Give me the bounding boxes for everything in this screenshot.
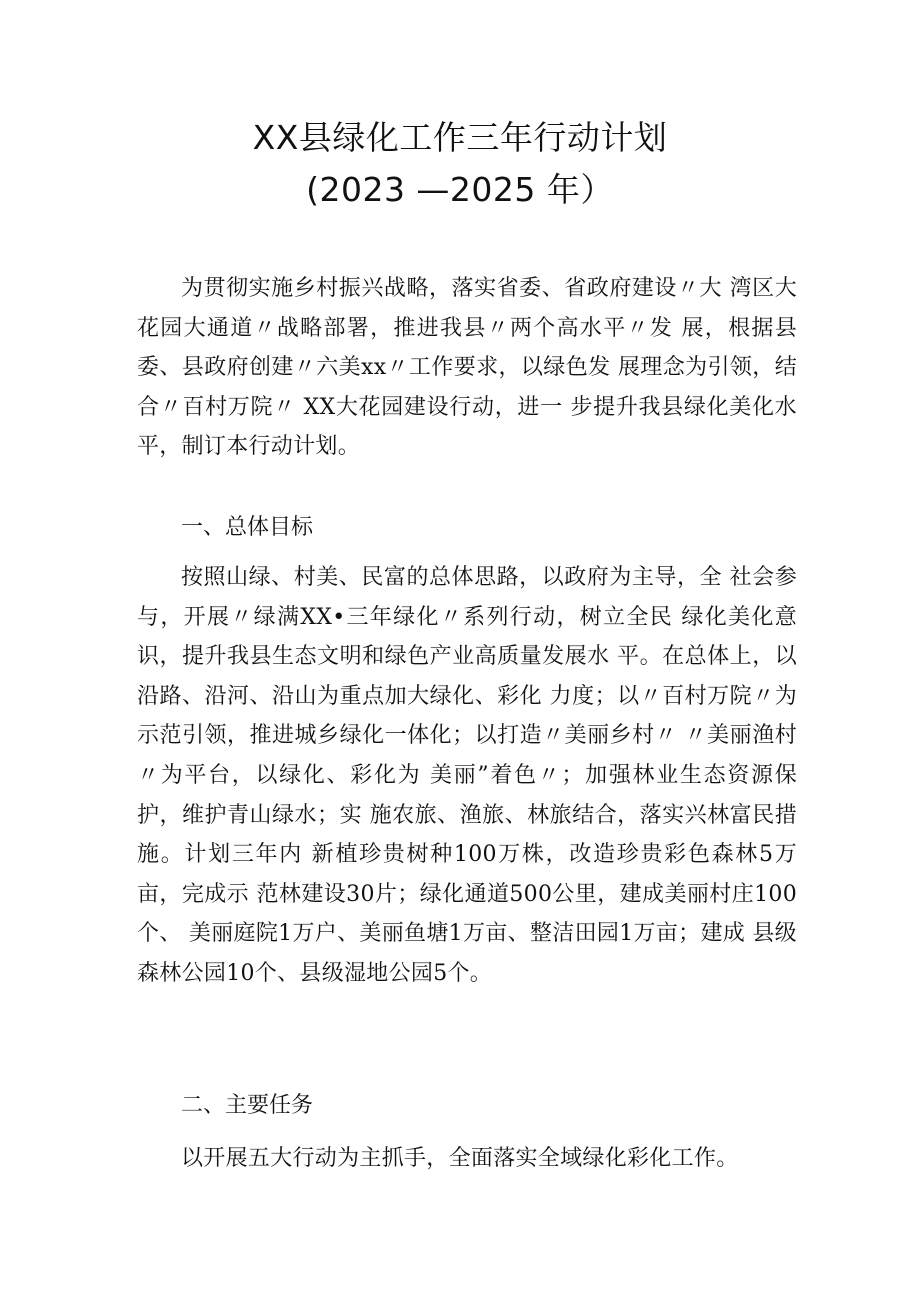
section-body-overall-goals: 按照山绿、村美、民富的总体思路，以政府为主导，全 社会参与，开展〃绿满XX•三年绿化〃系列行动，树立全民 绿化美化意识，提升我县生态文明和绿色产业高质量发展水 平。在总体上，以沿路、沿河、沿山为重点加大绿化、彩化 力度；以〃百村万院〃为示范引领，推进城乡绿化一体化；以打造〃美丽乡村〃 〃美丽渔村〃为平台，以绿化、彩化为 美丽”着色〃；加强林业生态资源保护，维护青山绿水；实 施农旅、渔旅、林旅结合，落实兴林富民措施。计划三年内 新植珍贵树种100万株，改造珍贵彩色森林5万亩，完成示 范林建设30片；绿化通道500公里，建成美丽村庄100个、 美丽庭院1万户、美丽鱼塘1万亩、整洁田园1万亩；建成 县级森林公园10个、县级湿地公园5个。: [137, 565, 797, 986]
document-subtitle: (2023 —2025 年）: [306, 170, 614, 209]
document-title: XX县绿化工作三年行动计划: [252, 118, 668, 157]
section-body-main-tasks: 以开展五大行动为主抓手，全面落实全域绿化彩化工作。: [181, 1146, 739, 1171]
intro-paragraph: 为贯彻实施乡村振兴战略，落实省委、省政府建设〃大 湾区大花园大通道〃战略部署，推进我县〃两个高水平〃发 展，根据县委、县政府创建〃六美xx〃工作要求，以绿色发 展理念为引领，结合〃百村万院〃 XX大花园建设行动，进一 步提升我县绿化美化水平，制订本行动计划。: [137, 276, 797, 460]
section-heading-main-tasks: 二、主要任务: [181, 1093, 314, 1118]
section-heading-overall-goals: 一、总体目标: [181, 515, 314, 540]
